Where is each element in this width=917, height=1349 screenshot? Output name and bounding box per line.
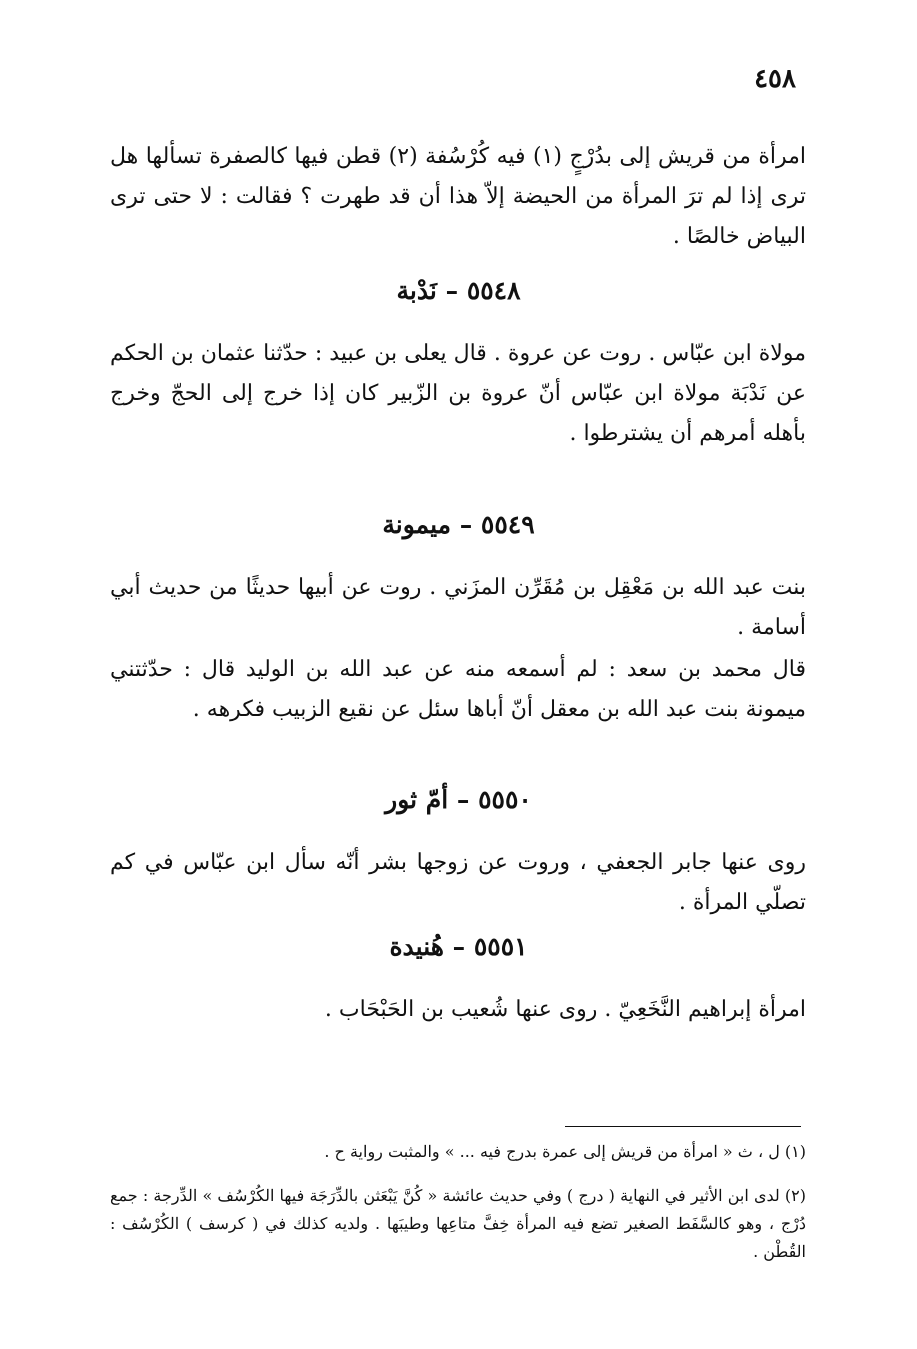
- entry-5548-paragraph: مولاة ابن عبّاس . روت عن عروة . قال يعلى بن عبيد : حدّثنا عثمان بن الحكم عن نَدْبَة مولاة ابن عبّاس أنّ عروة بن الزّبير كان إذا خرج إلى الحجّ وخرج بأهله أمرهم أن يشترطوا .: [110, 341, 806, 446]
- entry-heading-5549: ٥٥٤٩ – ميمونة: [382, 510, 535, 539]
- entry-5551-paragraph: امرأة إبراهيم النَّخَعِيّ . روى عنها شُعيب بن الحَبْحَاب .: [324, 997, 806, 1022]
- entry-heading-5550: ٥٥٥٠ – أمّ ثور: [385, 785, 532, 814]
- footnote-1: (١) ل ، ث « امرأة من قريش إلى عمرة بدرج فيه ... » والمثبت رواية ح .: [324, 1142, 806, 1161]
- page-number: ٤٥٨: [754, 64, 796, 94]
- entry-5549-paragraph-2: قال محمد بن سعد : لم أسمعه منه عن عبد الله بن الوليد قال : حدّثتني ميمونة بنت عبد الله بن معقل أنّ أباها سئل عن نقيع الزبيب فكرهه .: [110, 657, 806, 722]
- footnote-divider: [565, 1126, 801, 1127]
- intro-paragraph: امرأة من قريش إلى بدُرْجٍ (١) فيه كُرْسُفة (٢) قطن فيها كالصفرة تسألها هل ترى إذا لم ترَ المرأة من الحيضة إلاّ هذا أن قد طهرت ؟ فقالت : لا حتى ترى البياض خالصًا .: [110, 144, 807, 249]
- footnote-2: (٢) لدى ابن الأثير في النهاية ( درج ) وفي حديث عائشة « كُنَّ يَبْعَثن بالدِّرَجَة فيها الكُرْسُف » الدِّرجة : جمع دُرْج ، وهو كالسَّفَط الصغير تضع فيه المرأة خِفَّ متاعِها وطيبَها . ولديه كذلك في ( كرسف ) الكُرْسُف : القُطْن .: [110, 1186, 807, 1261]
- entry-5550-paragraph: روى عنها جابر الجعفي ، وروت عن زوجها بشر أنّه سأل ابن عبّاس في كم تصلّي المرأة .: [110, 850, 806, 915]
- entry-heading-5551: ٥٥٥١ – هُنيدة: [389, 932, 528, 961]
- entry-heading-5548: ٥٥٤٨ – نَدْبة: [396, 276, 521, 305]
- entry-5549-paragraph-1: بنت عبد الله بن مَعْقِل بن مُقَرِّن المزَني . روت عن أبيها حديثًا من حديث أبي أسامة .: [110, 575, 806, 640]
